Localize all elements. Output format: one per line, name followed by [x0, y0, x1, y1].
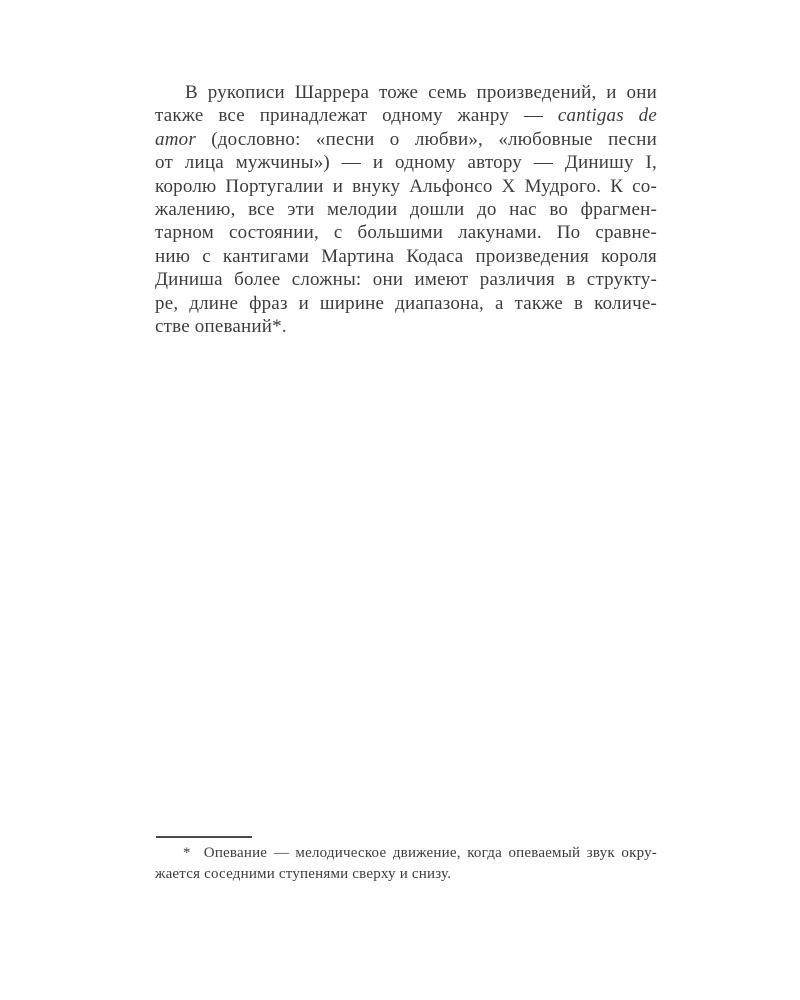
- text-line: [155, 221, 657, 244]
- text-line: [155, 268, 657, 291]
- text-line: [155, 81, 657, 104]
- text-segment: королю Португалии и внуку Альфонсо X Мудрого. К со-: [155, 175, 657, 197]
- text-line: [155, 292, 657, 315]
- italic-text-segment: cantigas de: [557, 105, 657, 127]
- text-segment: ре, длине фраз и ширине диапазона, а также в количе-: [155, 292, 657, 314]
- text-line: [155, 315, 657, 338]
- text-line: [155, 104, 657, 127]
- text-segment: В рукописи Шаррера тоже семь произведений, и они: [185, 82, 657, 103]
- text-line: [155, 843, 657, 864]
- text-segment: жается соседними ступенями сверху и снизу.: [155, 866, 452, 882]
- text-line: [155, 245, 657, 268]
- italic-text-segment: amor: [155, 128, 196, 150]
- text-segment: Диниша более сложны: они имеют различия в структу-: [155, 269, 657, 291]
- text-segment: нию с кантигами Мартина Кодаса произведения короля: [155, 245, 657, 267]
- text-segment: * Опевание — мелодическое движение, когда опеваемый звук окру-: [183, 845, 657, 861]
- main-paragraph: [155, 81, 657, 338]
- text-segment: от лица мужчины») — и одному автору — Динишу I,: [155, 152, 657, 174]
- text-line: [155, 198, 657, 221]
- text-line: [155, 175, 657, 198]
- text-segment: (дословно: «песни о любви», «любовные песни: [195, 128, 657, 150]
- footnote: [155, 843, 657, 885]
- text-line: [155, 864, 657, 885]
- text-segment: также все принадлежат одному жанру —: [155, 105, 558, 127]
- text-segment: стве опеваний*.: [155, 316, 287, 338]
- text-segment: жалению, все эти мелодии дошли до нас во фрагмен-: [155, 199, 657, 221]
- footnote-rule: [156, 836, 252, 838]
- text-segment: тарном состоянии, с большими лакунами. По сравне-: [155, 222, 657, 244]
- text-line: [155, 128, 657, 151]
- text-line: [155, 151, 657, 174]
